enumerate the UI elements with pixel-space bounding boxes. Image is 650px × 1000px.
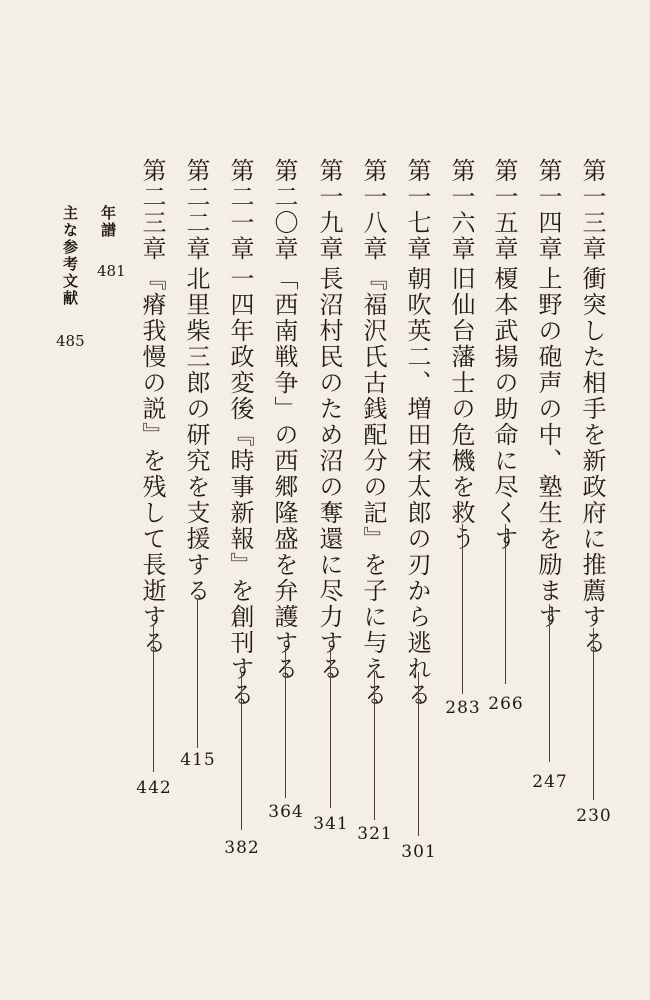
back-matter-references[interactable]: 主な参考文献: [61, 205, 79, 307]
chapter-number: 第一九章: [315, 158, 343, 262]
page-number: 415: [180, 750, 216, 770]
leader-line: [505, 524, 506, 684]
page-number: 266: [488, 694, 524, 714]
chapter-number: 第二一章: [226, 158, 254, 262]
leader-line: [593, 628, 594, 800]
chapter-title: 榎本武揚の助命に尽くす: [490, 266, 518, 552]
page-number: 364: [268, 802, 304, 822]
chapter-number: 第一四章: [534, 158, 562, 262]
page-number: 341: [313, 814, 349, 834]
leader-line: [549, 604, 550, 762]
chapter-title: 衝突した相手を新政府に推薦する: [578, 266, 606, 656]
page-number: 283: [445, 698, 481, 718]
chapter-title: 『福沢氏古銭配分の記』を子に与える: [359, 266, 387, 708]
chapter-title: 上野の砲声の中、塾生を励ます: [534, 266, 562, 630]
leader-line: [462, 524, 463, 694]
leader-line: [153, 624, 154, 772]
chapter-number: 第一七章: [403, 158, 431, 262]
back-matter-references-page: 485: [56, 332, 85, 350]
chapter-title: 『瘠我慢の説』を残して長逝する: [138, 266, 166, 656]
leader-line: [374, 672, 375, 820]
leader-line: [418, 672, 419, 836]
page-number: 442: [136, 778, 172, 798]
page-number: 230: [576, 806, 612, 826]
chapter-number: 第二三章: [138, 158, 166, 262]
page-number: 321: [357, 824, 393, 844]
leader-line: [285, 648, 286, 798]
chapter-title: 朝吹英二、増田宋太郎の刃から逃れる: [403, 266, 431, 708]
page-number: 382: [224, 838, 260, 858]
chapter-number: 第一八章: [359, 158, 387, 262]
chapter-title: 旧仙台藩士の危機を救う: [447, 266, 475, 552]
back-matter-chronology-page: 481: [97, 262, 126, 280]
chapter-title: 「西南戦争」の西郷隆盛を弁護する: [270, 266, 298, 682]
chapter-number: 第二〇章: [270, 158, 298, 262]
chapter-title: 一四年政変後『時事新報』を創刊する: [226, 266, 254, 708]
chapter-title: 北里柴三郎の研究を支援する: [182, 266, 210, 604]
back-matter-chronology[interactable]: 年譜: [99, 205, 117, 239]
page-number: 247: [532, 772, 568, 792]
chapter-title: 長沼村民のため沼の奪還に尽力する: [315, 266, 343, 682]
leader-line: [241, 672, 242, 830]
chapter-number: 第一五章: [490, 158, 518, 262]
page-number: 301: [401, 842, 437, 862]
leader-line: [197, 600, 198, 748]
chapter-number: 第一三章: [578, 158, 606, 262]
chapter-number: 第一六章: [447, 158, 475, 262]
chapter-number: 第二二章: [182, 158, 210, 262]
leader-line: [330, 648, 331, 808]
